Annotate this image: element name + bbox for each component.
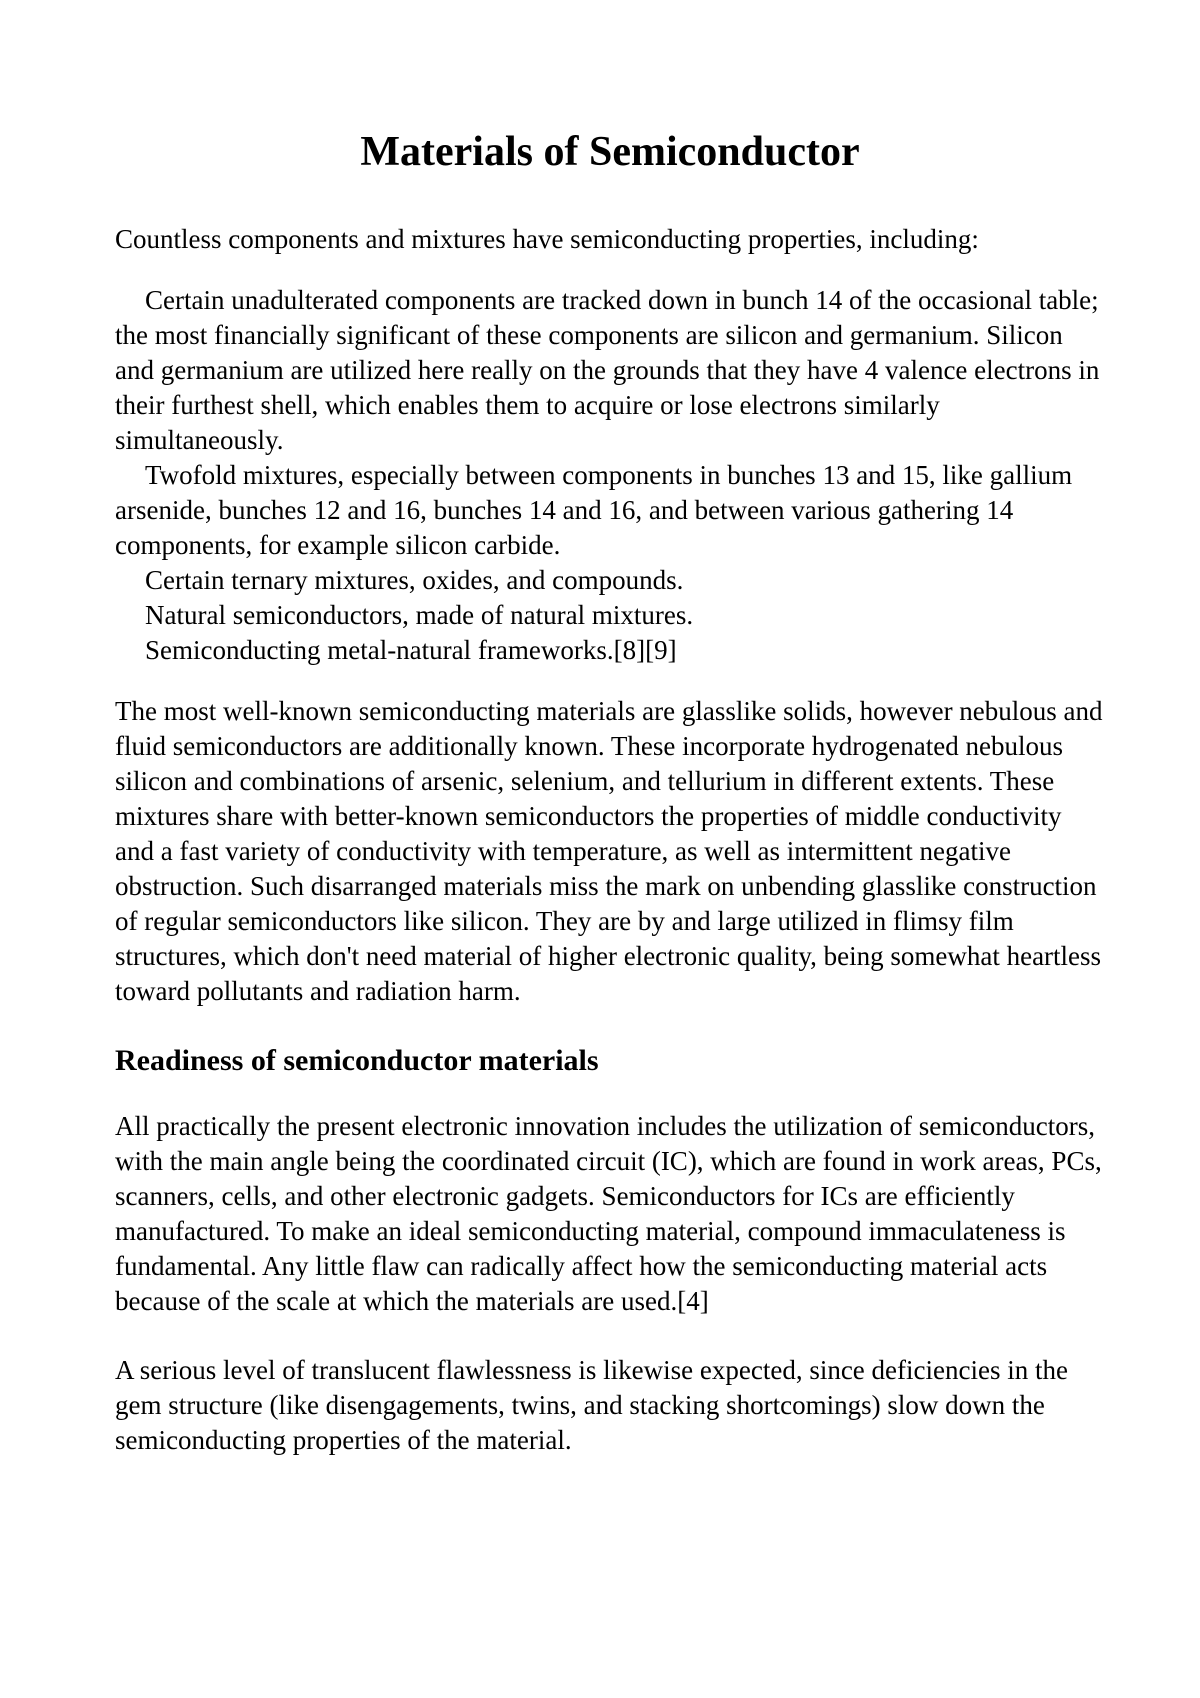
list-item: Twofold mixtures, especially between components in bunches 13 and 15, like gallium arsenide, bunches 12 and 16, bunches 14 and 16, and between various gathering 14 components, for example silicon carbide.: [115, 460, 1073, 561]
list-item: Semiconducting metal-natural frameworks.[8][9]: [145, 635, 677, 666]
body-paragraph-crystal: A serious level of translucent flawlessness is likewise expected, since deficiencies in the gem structure (like disengagements, twins, and stacking shortcomings) slow down the semiconducting properties of the material.: [115, 1355, 1068, 1456]
body-paragraph-amorphous: The most well-known semiconducting materials are glasslike solids, however nebulous and fluid semiconductors are additionally known. These incorporate hydrogenated nebulous silicon and combinations of arsenic, selenium, and tellurium in different extents. These mixtures share with better-known semiconductors the properties of middle conductivity and a fast variety of conductivity with temperature, as well as intermittent negative obstruction. Such disarranged materials miss the mark on unbending glasslike construction of regular semiconductors like silicon. They are by and large utilized in flimsy film structures, which don't need material of higher electronic quality, being somewhat heartless toward pollutants and radiation harm.: [115, 696, 1103, 1007]
document-page: [115, 128, 1105, 1458]
list-item: Certain ternary mixtures, oxides, and compounds.: [145, 565, 684, 596]
list-item: Certain unadulterated components are tracked down in bunch 14 of the occasional table; the most financially significant of these components are silicon and germanium. Silicon and germanium are utilized here really on the grounds that they have 4 valence electrons in their furthest shell, which enables them to acquire or lose electrons similarly simultaneously.: [115, 285, 1100, 456]
list-item: Natural semiconductors, made of natural mixtures.: [145, 600, 694, 631]
materials-list: [115, 283, 1105, 668]
body-paragraph-ic: All practically the present electronic innovation includes the utilization of semiconductors, with the main angle being the coordinated circuit (IC), which are found in work areas, PCs, scanners, cells, and other electronic gadgets. Semiconductors for ICs are efficiently manufactured. To make an ideal semiconducting material, compound immaculateness is fundamental. Any little flaw can radically affect how the semiconducting material acts because of the scale at which the materials are used.[4]: [115, 1111, 1102, 1317]
document-title: Materials of Semiconductor: [360, 129, 860, 175]
section-heading: Readiness of semiconductor materials: [115, 1044, 599, 1078]
intro-paragraph: Countless components and mixtures have semiconducting properties, including:: [115, 224, 979, 255]
